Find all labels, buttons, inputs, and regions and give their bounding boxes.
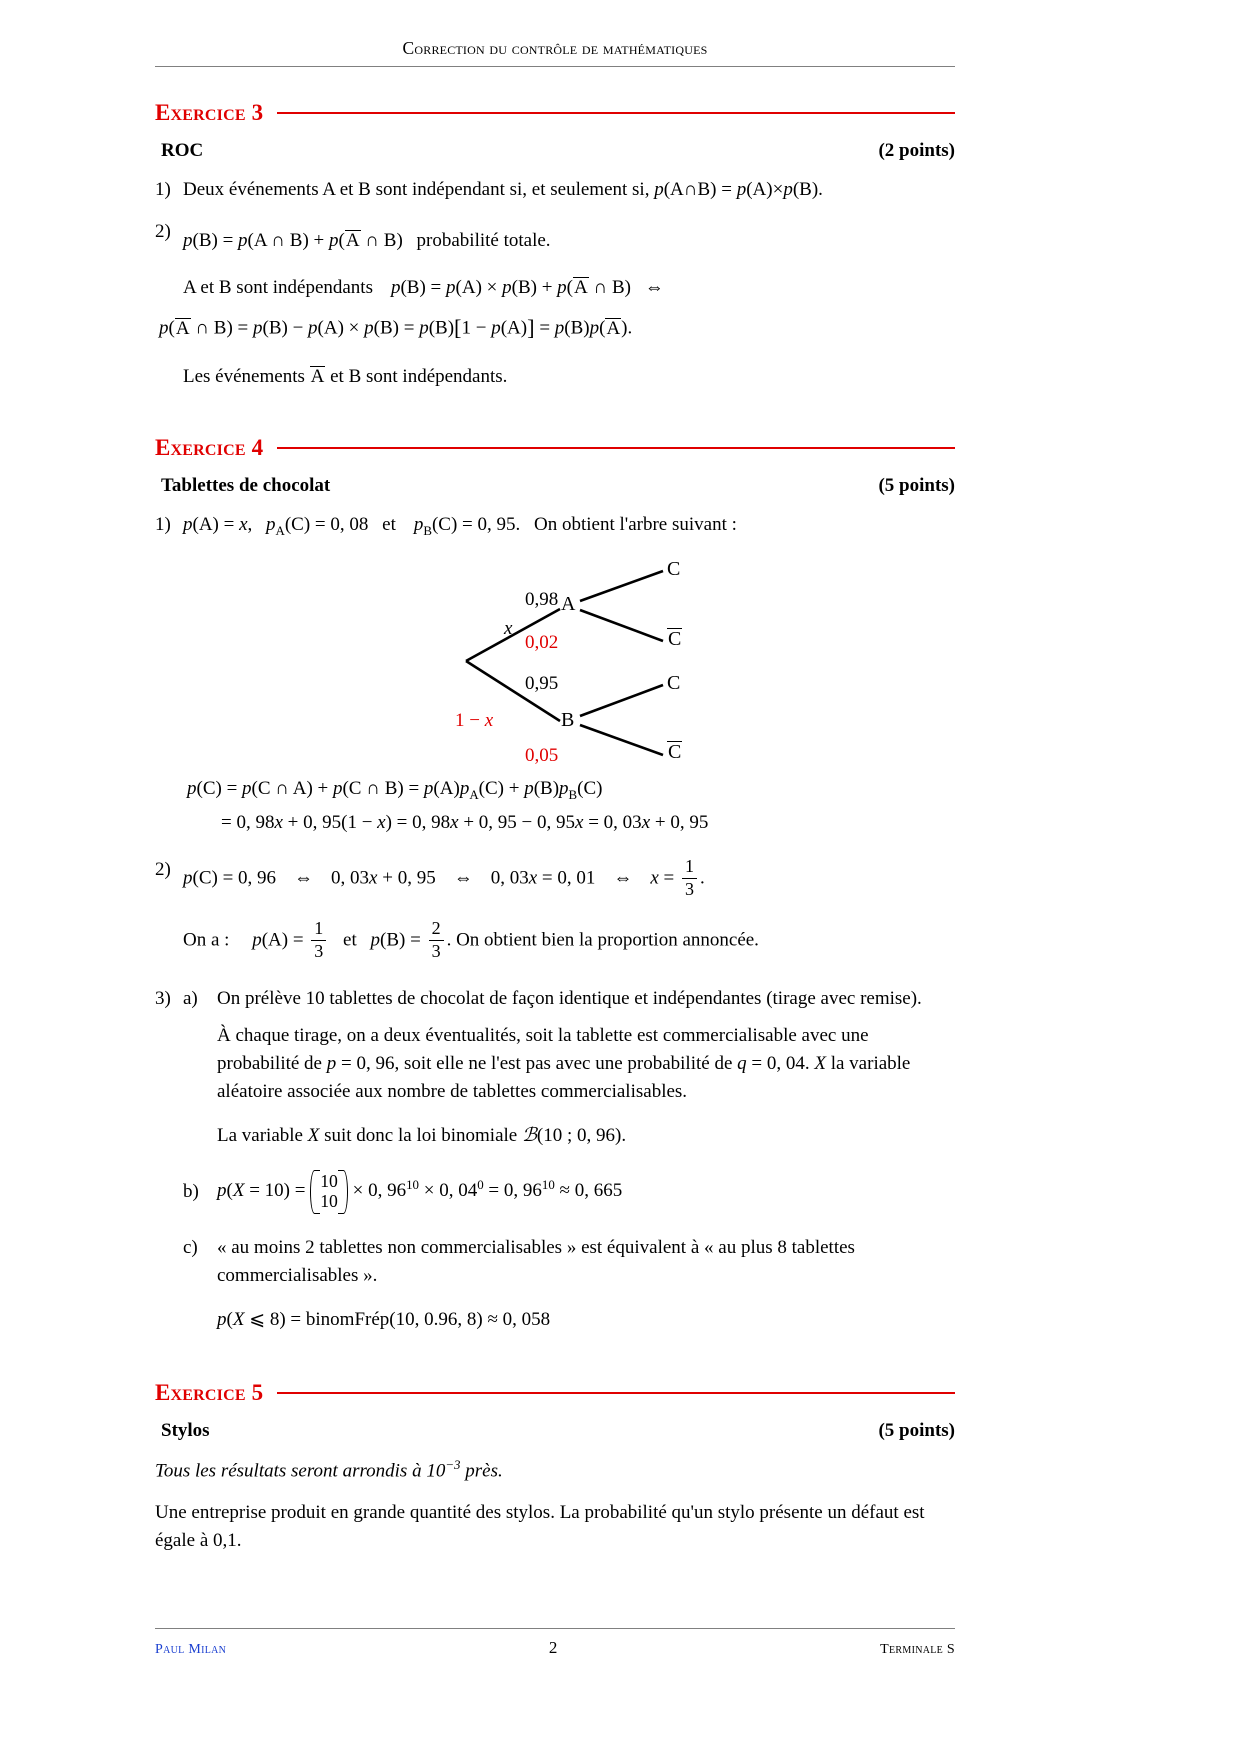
ex4-q3-c-p2: p(X ⩽ 8) = binomFrép(10, 0.96, 8) ≈ 0, 058 bbox=[217, 1308, 551, 1330]
exercise-4-heading bbox=[155, 435, 955, 461]
footer-class: Terminale S bbox=[880, 1642, 955, 1657]
exercise-4 bbox=[155, 435, 955, 1334]
tree-leaf-c-2: C bbox=[667, 672, 681, 695]
ex4-q3-c bbox=[183, 1234, 955, 1334]
exercise-3-rule bbox=[277, 112, 955, 114]
ex3-item-2-line-3: p(A ∩ B) = p(B) − p(A) × p(B) = p(B)[1 − p(A)] = p(B)p(A). bbox=[159, 315, 633, 341]
exercise-4-points: (5 points) bbox=[878, 475, 955, 497]
ex4-q3-a-p1: On prélève 10 tablettes de chocolat de façon identique et indépendantes (tirage avec remise). bbox=[217, 987, 922, 1009]
ex3-item-1-text: Deux événements A et B sont indépendant si, et seulement si, bbox=[183, 179, 655, 200]
exercise-5 bbox=[155, 1380, 955, 1556]
ex3-item-2-body bbox=[159, 218, 955, 391]
footer-rule bbox=[155, 1628, 955, 1629]
header-rule bbox=[155, 66, 955, 67]
exercise-3-label: Exercice 3 bbox=[155, 100, 264, 125]
ex4-calc-line-1: p(C) = p(C ∩ A) + p(C ∩ $B) = p(A)p_A(C) + p(B)p_B(C)$ bbox=[187, 778, 603, 802]
tree-prob-0-95: 0,95 bbox=[525, 673, 559, 695]
ex4-q2-conj: et bbox=[343, 929, 357, 951]
ex3-item-2 bbox=[155, 218, 955, 391]
tree-leaf-c-bar-1: C bbox=[668, 628, 682, 651]
exercise-4-label: Exercice 4 bbox=[155, 435, 264, 461]
ex4-calc-line-2: = 0, 98x + 0, 95(1 − x) = 0, 98x + 0, 95 − 0, 95x = 0, 03x + 0, 95 bbox=[221, 811, 709, 833]
ex4-q3-a-p2: À chaque tirage, on a deux éventualités, soit la tablette est commercialisable avec une probabilité de p = 0, 96, soit elle ne l'est pas avec une probabilité de q = 0, 04. X la variable aléatoire associée aux nombre de tablettes commercialisables. bbox=[217, 1024, 911, 1102]
ex3-item-1-body bbox=[183, 176, 955, 204]
ex3-item-2-line-4: Les événements A et B sont indépendants. bbox=[183, 365, 508, 387]
ex4-q3-c-p1: « au moins 2 tablettes non commercialisables » est équivalent à « au plus 8 tablettes commercialisables ». bbox=[217, 1236, 855, 1286]
ex4-item-3-number: 3) bbox=[155, 987, 171, 1009]
ex3-item-2-line-1: p(B) = p(A ∩ B) + p(A ∩ B) probabilité totale. bbox=[183, 230, 551, 252]
exercise-5-points: (5 points) bbox=[878, 1420, 955, 1441]
ex3-item-1 bbox=[155, 176, 955, 204]
page-header bbox=[155, 38, 955, 67]
ex3-item-2-line-2: A et B sont indépendants p(B) = p(A) × p(B) + p(A ∩ B) ⇔ bbox=[183, 276, 664, 298]
ex4-binomial-coefficient: 10 10 bbox=[312, 1172, 346, 1212]
exercise-4-rule bbox=[277, 447, 955, 449]
exercise-4-subheading bbox=[155, 475, 955, 497]
exercise-3-heading bbox=[155, 100, 955, 126]
ex4-item-2-number: 2) bbox=[155, 858, 171, 880]
exercise-3-title: ROC bbox=[161, 140, 204, 161]
exercise-3 bbox=[155, 100, 955, 391]
ex4-item-2-body bbox=[183, 856, 955, 963]
exercise-4-title: Tablettes de chocolat bbox=[161, 475, 331, 497]
document-body bbox=[155, 100, 955, 1556]
page-footer bbox=[155, 1628, 955, 1658]
ex4-q2-line-1: p(C) = 0, 96 ⇔ 0, 03x + 0, 95 ⇔ 0, 03x = 0, 01 ⇔ x = $\frac{1}{3}$ . bbox=[183, 855, 705, 899]
ex4-given-formula: p(A) = x, $p_A(C) = 0$, 08 et $p_B(C) = 0$, 95. On obtient l'arbre suivant : bbox=[183, 514, 737, 539]
ex4-item-3-body bbox=[183, 985, 955, 1334]
ex3-item-2-number: 2) bbox=[155, 221, 171, 243]
footer-author: Paul Milan bbox=[155, 1642, 227, 1657]
ex4-item-1-body bbox=[183, 511, 955, 540]
ex4-q2-lead: On a : bbox=[183, 929, 230, 951]
tree-prob-0-98: 0,98 bbox=[525, 589, 559, 611]
footer-page-number: 2 bbox=[548, 1638, 558, 1657]
ex4-q3-c-number: c) bbox=[183, 1236, 198, 1258]
ex4-q3-b: b) p(X = 10) = 10 10 × 0, $96^{10} \times 0$, $04^0 = 0$, $96^{10} \approx 0$, 665 bbox=[183, 1171, 623, 1211]
exercise-3-points: (2 points) bbox=[878, 140, 955, 161]
exercise-5-subheading bbox=[155, 1420, 955, 1442]
ex4-q3-a-number: a) bbox=[183, 987, 198, 1009]
exercise-5-paragraph: Une entreprise produit en grande quantité des stylos. La probabilité qu'un stylo présente un défaut est égale à 0,1. bbox=[155, 1501, 925, 1552]
tree-prob-0-02: 0,02 bbox=[525, 632, 559, 654]
ex4-q3-b-number: b) bbox=[183, 1180, 199, 1202]
exercise-5-rule bbox=[277, 1392, 955, 1394]
ex4-q2-line-2: On a : p(A) = $\frac{1}{3}$ et p(B) = $\frac{2}{3}$ . On obtient bien la proportion annoncée. bbox=[183, 918, 759, 961]
ex4-q2-fraction-one-third: $\frac{1}{3}$ bbox=[682, 856, 697, 900]
ex4-item-1-number: 1) bbox=[155, 514, 171, 536]
exercise-5-heading bbox=[155, 1380, 955, 1406]
header-title: Correction du contrôle de mathématiques bbox=[402, 38, 708, 58]
probability-tree bbox=[155, 544, 955, 766]
tree-branches bbox=[155, 544, 955, 766]
exercise-5-label: Exercice 5 bbox=[155, 1380, 264, 1405]
ex4-q2-fraction-pa: $\frac{1}{3}$ bbox=[311, 918, 326, 962]
tree-leaf-c-1: C bbox=[667, 558, 681, 581]
ex3-item-1-formula: p(A∩B) = p(A)×p(B). bbox=[654, 179, 823, 200]
tree-node-a: A bbox=[561, 593, 576, 616]
ex4-q3-a-p3: La variable X suit donc la loi binomiale ℬ(10 ; 0, 96). bbox=[217, 1125, 627, 1146]
ex4-item-2 bbox=[155, 856, 955, 963]
ex4-q3-a bbox=[183, 985, 955, 1151]
tree-prob-0-05: 0,05 bbox=[525, 745, 559, 767]
ex4-item-3 bbox=[155, 985, 955, 1334]
exercise-5-note: Tous les résultats seront arrondis à $10^{-3}$ près. bbox=[155, 1457, 503, 1482]
tree-leaf-c-bar-2: C bbox=[668, 741, 682, 764]
exercise-5-title: Stylos bbox=[161, 1420, 210, 1441]
ex3-item-1-number: 1) bbox=[155, 179, 171, 200]
exercise-3-subheading bbox=[155, 140, 955, 162]
ex4-item-1 bbox=[155, 511, 955, 540]
tree-node-b: B bbox=[561, 709, 575, 732]
tree-branch-label-x: x bbox=[504, 618, 513, 640]
tree-branch-label-1-minus-x: 1 − x bbox=[455, 710, 494, 732]
ex4-q2-tail: . On obtient bien la proportion annoncée. bbox=[446, 929, 759, 951]
ex4-q2-fraction-pb: $\frac{2}{3}$ bbox=[429, 918, 444, 962]
